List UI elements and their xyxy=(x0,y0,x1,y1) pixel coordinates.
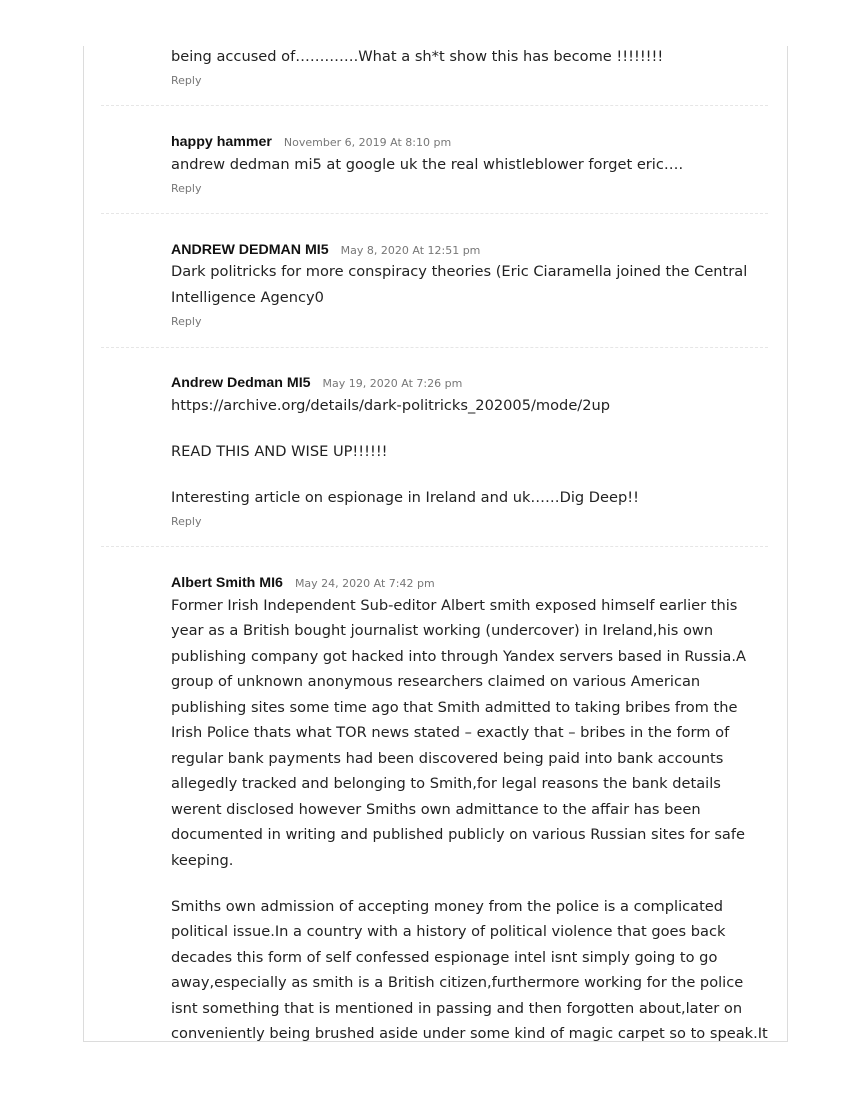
reply-link[interactable]: Reply xyxy=(171,515,202,528)
comment-text: year as a British bought journalist working (undercover) in Ireland,his own xyxy=(171,622,714,639)
reply-link[interactable]: Reply xyxy=(171,74,202,87)
comment-link-text[interactable]: https://archive.org/details/dark-politricks_202005/mode/2up xyxy=(171,397,611,414)
comments-frame xyxy=(83,46,788,1042)
comment-text: Irish Police thats what TOR news stated – exactly that – bribes in the form of xyxy=(171,724,730,741)
comment-date[interactable]: May 19, 2020 At 7:26 pm xyxy=(322,377,463,390)
comment-author[interactable]: happy hammer xyxy=(171,134,272,150)
comment-date[interactable]: November 6, 2019 At 8:10 pm xyxy=(283,136,452,149)
comment-text: away,especially as smith is a British citizen,furthermore working for the police xyxy=(171,974,744,991)
comment-text: Dark politricks for more conspiracy theories (Eric Ciaramella joined the Central xyxy=(171,263,748,280)
comment-text: conveniently being brushed aside under some kind of magic carpet so to speak.It xyxy=(171,1025,768,1042)
comment-text: publishing sites some time ago that Smith admitted to taking bribes from the xyxy=(171,699,738,716)
comment-divider xyxy=(101,213,768,214)
comment-text: political issue.In a country with a history of political violence that goes back xyxy=(171,923,726,940)
comment-text: being accused of………….What a sh*t show this has become !!!!!!!! xyxy=(171,48,664,65)
comment-text: group of unknown anonymous researchers claimed on various American xyxy=(171,673,701,690)
comment-meta xyxy=(171,239,480,258)
comment-divider xyxy=(101,105,768,106)
comment-meta xyxy=(171,131,451,150)
comment-text: regular bank payments had been discovered being paid into bank accounts xyxy=(171,750,724,767)
comment-text: allegedly tracked and belonging to Smith,for legal reasons the bank details xyxy=(171,775,721,792)
comment-author[interactable]: Albert Smith MI6 xyxy=(171,575,283,591)
comment-author[interactable]: Andrew Dedman MI5 xyxy=(171,375,311,391)
comment-text: andrew dedman mi5 at google uk the real whistleblower forget eric…. xyxy=(171,156,684,173)
comment-meta xyxy=(171,372,462,391)
comment-date[interactable]: May 24, 2020 At 7:42 pm xyxy=(294,577,435,590)
comment-text: Smiths own admission of accepting money from the police is a complicated xyxy=(171,898,724,915)
comment-date[interactable]: May 8, 2020 At 12:51 pm xyxy=(340,244,481,257)
comment-divider xyxy=(101,546,768,547)
reply-link[interactable]: Reply xyxy=(171,315,202,328)
comment-text: decades this form of self confessed espionage intel isnt simply going to go xyxy=(171,949,718,966)
comment-text: Intelligence Agency0 xyxy=(171,289,324,306)
comment-meta xyxy=(171,572,435,591)
comment-text: documented in writing and published publicly on various Russian sites for safe xyxy=(171,826,745,843)
comment-text: Former Irish Independent Sub-editor Albert smith exposed himself earlier this xyxy=(171,597,738,614)
comment-author[interactable]: ANDREW DEDMAN MI5 xyxy=(171,242,329,258)
reply-link[interactable]: Reply xyxy=(171,182,202,195)
comment-text: werent disclosed however Smiths own admittance to the affair has been xyxy=(171,801,701,818)
comment-text: Interesting article on espionage in Ireland and uk……Dig Deep!! xyxy=(171,489,639,506)
comment-text: READ THIS AND WISE UP!!!!!! xyxy=(171,443,388,460)
comment-divider xyxy=(101,347,768,348)
comment-text: keeping. xyxy=(171,852,234,869)
comment-text: isnt something that is mentioned in passing and then forgotten about,later on xyxy=(171,1000,743,1017)
comment-text: publishing company got hacked into through Yandex servers based in Russia.A xyxy=(171,648,746,665)
